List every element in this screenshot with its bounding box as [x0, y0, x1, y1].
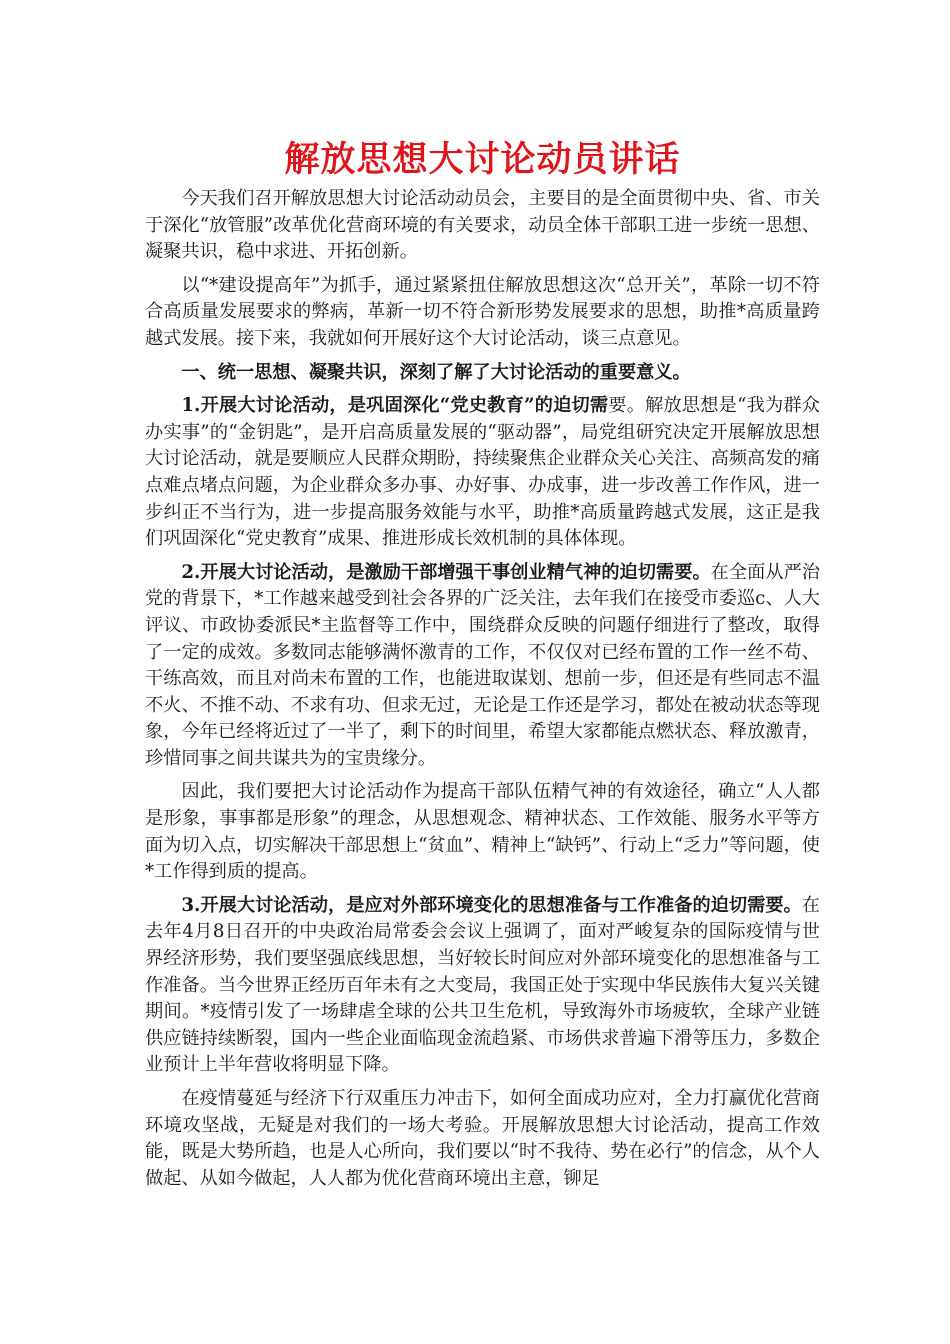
- paragraph-2: 以“*建设提高年”为抓手，通过紧紧扭住解放思想这次“总开关”，革除一切不符合高质量发展要求的弊病，革新一切不符合新形势发展要求的思想，助推*高质量跨越式发展。接下来，我就如何开展好这个大讨论活动，谈三点意见。: [145, 274, 820, 349]
- point-3-lead: 3.开展大讨论活动，是应对外部环境变化的思想准备与工作准备的迫切需要。: [181, 894, 802, 916]
- paragraph-point-2: [145, 560, 820, 773]
- point-2-body: 在全面从严治党的背景下，*工作越来越受到社会各界的广泛关注，去年我们在接受市委巡c、人大评议、市政协委派民*主监督等工作中，围绕群众反映的问题仔细进行了整改，取得了一定的成效。多数同志能够满怀激青的工作，不仅仅对已经布置的工作一丝不苟、干练高效，而且对尚未布置的工作，也能进取谋划、想前一步，但还是有些同志不温不火、不推不动、不求有功、但求无过，无论是工作还是学习，都处在被动状态等现象，今年已经将近过了一半了，剩下的时间里，希望大家都能点燃状态、释放激青，珍惜同事之间共谋共为的宝贵缘分。: [145, 561, 820, 769]
- document-title: 解放思想大讨论动员讲话: [284, 139, 681, 180]
- point-2-lead: 2.开展大讨论活动，是激励干部增强干事创业精气神的迫切需要。: [181, 561, 711, 583]
- document-page: [145, 138, 820, 1199]
- point-3-body: 在去年4月8日召开的中央政治局常委会会议上强调了，面对严峻复杂的国际疫情与世界经济形势，我们要坚强底线思想，当好较长时间应对外部环境变化的思想准备与工作准备。当今世界正经历百年未有之大变局，我国正处于实现中华民族伟大复兴关键期间。*疫情引发了一场肆虐全球的公共卫生危机，导致海外市场疲软，全球产业链供应链持续断裂，国内一些企业面临现金流趋紧、市场供求普遍下滑等压力，多数企业预计上半年营收将明显下降。: [145, 894, 820, 1076]
- paragraph-7: 在疫情蔓延与经济下行双重压力冲击下，如何全面成功应对，全力打赢优化营商环境攻坚战，无疑是对我们的一场大考验。开展解放思想大讨论活动，提高工作效能，既是大势所趋，也是人心所向，我们要以“时不我待、势在必行”的信念，从个人做起、从如今做起，人人都为优化营商环境出主意，铆足: [145, 1088, 820, 1189]
- paragraph-5: 因此，我们要把大讨论活动作为提高干部队伍精气神的有效途径，确立“人人都是形象，事事都是形象”的理念，从思想观念、精神状态、工作效能、服务水平等方面为切入点，切实解决干部思想上“贫血”、精神上“缺钙”、行动上“乏力”等问题，使*工作得到质的提高。: [145, 781, 820, 883]
- paragraph-intro: 今天我们召开解放思想大讨论活动动员会，主要目的是全面贯彻中央、省、市关于深化“放管服”改革优化营商环境的有关要求，动员全体干部职工进一步统一思想、凝聚共识，稳中求进、开拓创新。: [145, 188, 820, 263]
- section-heading-1: 一、统一思想、凝聚共识，深刻了解了大讨论活动的重要意义。: [181, 361, 691, 383]
- paragraph-point-3: [145, 893, 820, 1079]
- point-1-body: 要。解放思想是“我为群众办实事”的“金钥匙”，是开启高质量发展的“驱动器”，局党组研究决定开展解放思想大讨论活动，就是要顺应人民群众期盼，持续聚焦企业群众关心关注、高频高发的痛点难点堵点问题，为企业群众多办事、办好事、办成事，进一步改善工作作风，进一步纠正不当行为，进一步提高服务效能与水平，助推*高质量跨越式发展，这正是我们巩固深化“党史教育”成果、推进形成长效机制的具体体现。: [145, 395, 820, 550]
- point-1-lead: 1.开展大讨论活动，是巩固深化“党史教育”的迫切需: [181, 395, 609, 417]
- paragraph-point-1: [145, 393, 820, 553]
